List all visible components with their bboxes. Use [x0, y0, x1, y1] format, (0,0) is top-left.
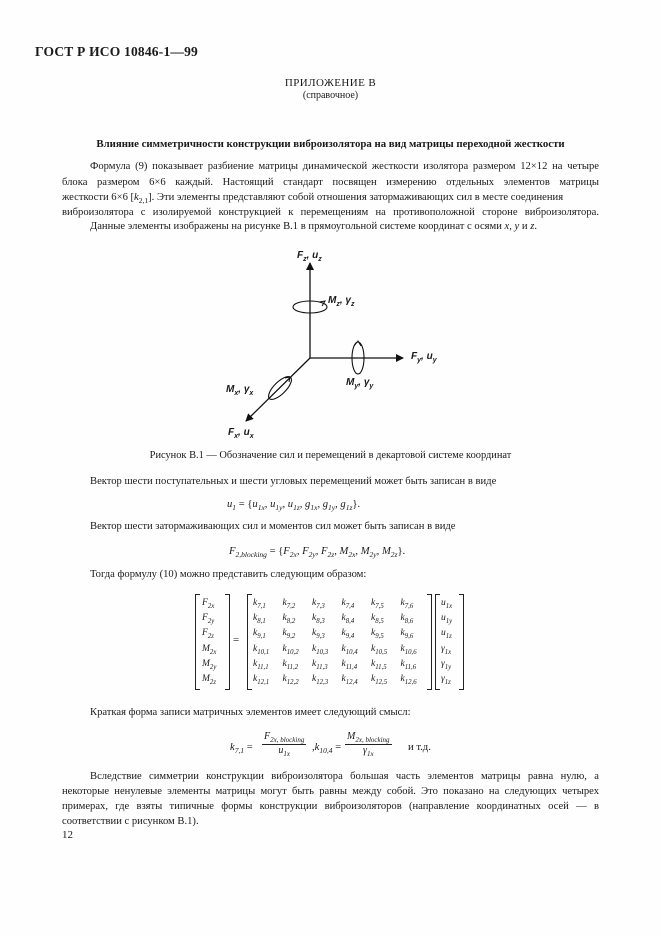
label-part: M: [346, 377, 355, 388]
eq-sub: 2z: [390, 550, 398, 560]
matrix-subscript: 8,1: [257, 618, 266, 626]
eq-sub: 2z: [327, 550, 335, 560]
matrix-subscript: 1y: [444, 663, 452, 671]
label-sub: z: [303, 256, 307, 263]
label-part: ,: [339, 295, 346, 306]
eq-sub: 1z: [293, 503, 300, 513]
matrix-cell: [312, 613, 325, 625]
matrix-symbol: k: [341, 643, 346, 654]
matrix-subscript: 9,2: [286, 633, 296, 641]
label-mz-gz: [328, 295, 354, 308]
rhs-vector-cell: [441, 644, 451, 656]
matrix-symbol: k: [312, 643, 317, 654]
eq-op: = {: [236, 499, 253, 510]
matrix-subscript: 11,4: [345, 663, 358, 671]
label-sub: x: [249, 390, 254, 397]
matrix-symbol: u: [441, 628, 446, 639]
label-my-gy: [346, 377, 373, 390]
matrix-cell: [283, 674, 299, 686]
matrix-symbol: u: [441, 613, 446, 624]
paragraph-line: Вектор шести затормаживающих сил и моментов сил может быть записан в виде: [90, 521, 456, 532]
label-part: ,: [238, 384, 244, 395]
matrix-subscript: 7,4: [345, 602, 355, 610]
lhs-bracket-right: [225, 594, 230, 690]
matrix-cell: [253, 598, 266, 610]
matrix-cell: [253, 674, 269, 686]
label-mx-gx: [226, 384, 253, 397]
matrix-subscript: 12,2: [286, 678, 299, 686]
rhs-bracket-right: [459, 594, 464, 690]
matrix-symbol: k: [400, 674, 405, 684]
matrix-subscript: 8,4: [345, 618, 355, 626]
matrix-cell: [342, 644, 358, 656]
lhs-vector-cell: [202, 644, 216, 656]
matrix-symbol: γ: [441, 674, 445, 684]
matrix-symbol: k: [341, 658, 346, 669]
matrix-subscript: 7,2: [286, 602, 296, 610]
eq-sub: 1: [232, 503, 237, 513]
eq-sub: 1x: [366, 750, 374, 758]
matrix-subscript: 12,5: [375, 678, 388, 686]
matrix-subscript: 7,5: [375, 602, 384, 610]
matrix-cell: [312, 598, 325, 610]
matrix-subscript: 12,4: [345, 678, 358, 686]
matrix-symbol: M: [202, 658, 210, 669]
matrix-cell: [342, 659, 358, 671]
eq-sub: 2y: [308, 550, 316, 560]
matrix-cell: [342, 674, 358, 686]
equals-sign: =: [233, 634, 240, 646]
fraction-k104: [345, 731, 392, 758]
eq-sub: 1y: [275, 503, 283, 513]
rhs-vector-cell: [441, 598, 452, 610]
matrix-subscript: 10,6: [404, 648, 417, 656]
matrix-symbol: γ: [441, 658, 445, 669]
eq-term: u: [252, 499, 258, 510]
matrix-subscript: 9,4: [345, 633, 355, 641]
matrix-symbol: k: [312, 598, 317, 608]
matrix-symbol: k: [371, 674, 376, 684]
matrix-subscript: 11,1: [257, 663, 269, 671]
label-part: M: [328, 295, 337, 306]
eq-sub: 1z: [345, 503, 353, 513]
matrix-subscript: 9,6: [404, 633, 414, 641]
rhs-vector-cell: [441, 674, 451, 686]
matrix-subscript: 11,5: [375, 663, 387, 671]
fraction-denominator: [345, 745, 392, 758]
matrix-subscript: 11,6: [404, 663, 417, 671]
label-sub: y: [432, 357, 437, 364]
matrix-symbol: k: [341, 628, 346, 639]
matrix-subscript: 12,3: [316, 678, 329, 686]
label-sub: x: [234, 433, 239, 440]
matrix-cell: [283, 659, 299, 671]
label-part: γ: [363, 377, 370, 388]
eq-term: k: [314, 742, 320, 753]
matrix-cell: [312, 674, 328, 686]
matrix-symbol: k: [282, 628, 287, 639]
label-part: ,: [238, 427, 244, 438]
matrix-symbol: k: [371, 643, 376, 654]
eq-sub: 2x: [348, 550, 356, 560]
lhs-vector-cell: [202, 628, 214, 640]
eq-sub: 2x, blocking: [355, 736, 390, 744]
eq-term: M: [339, 546, 349, 557]
matrix-symbol: k: [400, 658, 405, 669]
matrix-subscript: 10,3: [316, 648, 329, 656]
matrix-symbol: k: [371, 628, 376, 639]
label-part: F: [411, 351, 418, 362]
equation-k104: [312, 742, 341, 755]
matrix-symbol: k: [341, 613, 346, 624]
eq-sub: 2,blocking: [235, 550, 267, 560]
matrix-cell: [312, 659, 328, 671]
matrix-subscript: 7,3: [316, 602, 325, 610]
paragraph-line: Краткая форма записи матричных элементов имеет следующий смысл:: [90, 707, 411, 718]
eq-term: F: [229, 546, 236, 557]
matrix-subscript: 8,3: [316, 618, 325, 626]
paragraph-line: соответствии с рисунком В.1).: [62, 816, 199, 827]
matrix-subscript: 8,5: [375, 618, 384, 626]
eq-term: F: [321, 546, 328, 557]
matrix-subscript: 12,1: [257, 678, 270, 686]
matrix-cell: [401, 613, 414, 625]
matrix-symbol: k: [400, 628, 405, 639]
matrix-symbol: γ: [441, 643, 445, 654]
eq-sub: 1x: [283, 750, 290, 758]
matrix-cell: [371, 674, 387, 686]
matrix-cell: [253, 644, 269, 656]
matrix-symbol: k: [312, 613, 317, 624]
eq-op: = {: [266, 546, 284, 557]
matrix-symbol: k: [341, 674, 346, 684]
matrix-symbol: k: [253, 643, 258, 654]
matrix-subscript: 9,3: [316, 633, 325, 641]
rhs-vector-cell: [441, 613, 452, 625]
label-sub: x: [234, 390, 239, 397]
eq-term: M: [381, 546, 391, 557]
equation-tail: и т.д.: [408, 742, 431, 753]
standard-header: ГОСТ Р ИСО 10846-1—99: [35, 44, 198, 59]
matrix-cell: [371, 598, 384, 610]
matrix-cell: [253, 659, 269, 671]
matrix-subscript: 1x: [445, 602, 453, 610]
matrix-symbol: k: [400, 613, 405, 624]
equation-k71: [230, 742, 253, 755]
label-sub: y: [417, 357, 422, 364]
lhs-vector-cell: [202, 659, 216, 671]
equation-blocking-forces: $F_{2,blocking} = \{F_{2x}$, $F_{2y}$, $F_{2z}$, $M_{2x}$, $M_{2y}$, $M_{2z}$}.: [229, 546, 406, 560]
lhs-bracket-left: [195, 594, 200, 690]
paragraph-line: примерах, где взяты типичные формы конструкции виброизоляторов (направление координатных осей — в: [62, 801, 599, 812]
matrix-cell: [401, 644, 417, 656]
matrix-cell: [401, 674, 417, 686]
eq-sub: 7,1: [234, 746, 245, 756]
matrix-symbol: k: [282, 643, 287, 654]
eq-term: k: [230, 742, 235, 753]
paragraph-line: Вследствие симметрии конструкции виброизолятора большая часть элементов матрицы равна нулю, а: [90, 771, 599, 782]
paragraph-line: [90, 221, 537, 232]
matrix-symbol: k: [282, 613, 287, 624]
matrix-subscript: 10,4: [345, 648, 358, 656]
x-axis: [243, 358, 310, 421]
matrix-cell: [371, 644, 387, 656]
matrix-symbol: F: [202, 628, 208, 639]
label-fx-ux: [228, 427, 254, 440]
matrix-cell: [253, 613, 266, 625]
lhs-vector-cell: [202, 674, 216, 686]
fraction-numerator: [262, 731, 306, 745]
eq-term: γ: [363, 745, 367, 756]
text-run: .: [534, 221, 537, 232]
matrix-symbol: k: [253, 674, 258, 684]
eq-term: g: [322, 499, 329, 510]
matrix-subscript: 8,2: [286, 618, 296, 626]
matrix-cell: [312, 644, 328, 656]
matrix-subscript: 7,1: [257, 602, 266, 610]
eq-op: ,: [312, 742, 315, 753]
matrix-subscript: 1y: [445, 618, 453, 626]
label-part: γ: [345, 295, 351, 306]
eq-term: M: [360, 546, 370, 557]
matrix-subscript: 9,5: [375, 633, 384, 641]
matrix-subscript: 2y: [209, 663, 217, 671]
matrix-symbol: k: [282, 658, 287, 669]
paragraph-line: [62, 192, 599, 205]
matrix-symbol: k: [253, 598, 258, 608]
label-sub: z: [336, 301, 340, 308]
eq-term: u: [270, 499, 276, 510]
matrix-subscript: 9,1: [257, 633, 266, 641]
equation-displacements: $u_1 = \{u_{1x}$, $u_{1y}$, $u_{1z}$, $g_{1x}$, $g_{1y}$, $g_{1z}$}.: [227, 499, 361, 513]
eq-term: F: [283, 546, 290, 557]
fraction-k71: [262, 731, 306, 758]
matrix-symbol: k: [400, 643, 405, 654]
eq-term: u: [227, 499, 233, 510]
matrix-cell: [401, 628, 414, 640]
matrix-symbol: k: [341, 598, 346, 608]
eq-sub: 2y: [369, 550, 377, 560]
matrix-cell: [371, 613, 384, 625]
rhs-vector-cell: [441, 628, 452, 640]
label-part: F: [297, 250, 304, 261]
label-part: u: [243, 427, 250, 438]
matrix-cell: [371, 628, 384, 640]
eq-term: M: [347, 731, 356, 742]
label-sub: z: [350, 301, 355, 308]
matrix-symbol: k: [253, 628, 258, 639]
label-part: u: [312, 250, 319, 261]
label-fz-uz: [297, 250, 322, 263]
matrix-subscript: 2y: [207, 618, 215, 626]
text-run: Данные элементы изображены на рисунке В.1 в прямоугольной системе координат с осями: [90, 221, 505, 232]
label-sub: y: [369, 383, 374, 390]
matrix-symbol: k: [312, 658, 317, 669]
axes-xy: x, y: [504, 221, 520, 232]
matrix-symbol: k: [282, 598, 287, 608]
matrix-cell: [401, 598, 414, 610]
symbol: k: [134, 192, 139, 203]
rhs-bracket-left: [435, 594, 440, 690]
label-part: ,: [358, 377, 364, 388]
matrix-symbol: k: [253, 658, 258, 669]
text-run: ]. Эти элементы представляют собой отношения затормаживающих сил в месте соединения: [148, 192, 564, 203]
subscript: 2,1: [138, 196, 149, 206]
eq-op: =: [246, 742, 253, 753]
matrix-equation: [195, 592, 465, 692]
eq-term: g: [305, 499, 311, 510]
matrix-subscript: 11,3: [316, 663, 328, 671]
paragraph-line: Формула (9) показывает разбиение матрицы динамической жесткости изолятора размером 12×12 на четыре: [90, 161, 599, 172]
paragraph-line: виброизолятора с изолируемой конструкцией к перемещениям на противоположной стороне виброизолятора.: [62, 207, 599, 218]
matrix-subscript: 1x: [444, 648, 452, 656]
matrix-subscript: 12,6: [404, 678, 417, 686]
paragraph-line: Вектор шести поступательных и шести угловых перемещений может быть записан в виде: [90, 476, 497, 487]
matrix-symbol: M: [202, 674, 210, 684]
matrix-cell: [401, 659, 417, 671]
eq-term: F: [264, 731, 271, 742]
matrix-symbol: k: [253, 613, 258, 624]
matrix-symbol: k: [312, 674, 317, 684]
appendix-subtitle: (справочное): [302, 90, 359, 101]
text-run: и: [519, 221, 531, 232]
text-run: жесткости 6×6 [: [62, 192, 135, 203]
matrix-subscript: 7,6: [404, 602, 414, 610]
paragraph-line: блока размером 6×6 каждый. Настоящий стандарт посвящен измерению отдельных элементов матрицы: [62, 177, 599, 188]
eq-op: }.: [352, 499, 361, 510]
matrix-cell: [371, 659, 387, 671]
matrix-symbol: k: [371, 613, 376, 624]
matrix-symbol: k: [371, 598, 376, 608]
matrix-cell: [283, 613, 296, 625]
label-part: M: [226, 384, 235, 395]
matrix-cell: [342, 598, 355, 610]
matrix-subscript: 10,5: [375, 648, 388, 656]
eq-term: F: [302, 546, 309, 557]
matrix-subscript: 10,1: [257, 648, 270, 656]
eq-op: }.: [397, 546, 406, 557]
label-sub: y: [354, 383, 359, 390]
matrix-symbol: k: [282, 674, 287, 684]
matrix-cell: [342, 613, 355, 625]
matrix-cell: [342, 628, 355, 640]
fraction-denominator: [262, 745, 306, 758]
page-number: 12: [62, 829, 73, 841]
rhs-vector-cell: [441, 659, 451, 671]
label-fy-uy: [411, 351, 437, 364]
paragraph-line: Тогда формулу (10) можно представить следующим образом:: [90, 569, 367, 580]
figure-caption: Рисунок В.1 — Обозначение сил и перемещений в декартовой системе координат: [149, 450, 512, 461]
axis-z: z: [530, 221, 535, 232]
matrix-subscript: 2z: [209, 678, 216, 686]
matrix-subscript: 2x: [207, 602, 215, 610]
eq-sub: 1x: [310, 503, 318, 513]
label-part: F: [228, 427, 235, 438]
label-part: ,: [421, 351, 427, 362]
matrix-symbol: F: [202, 613, 208, 624]
label-part: u: [426, 351, 433, 362]
matrix-subscript: 10,2: [286, 648, 299, 656]
matrix-symbol: M: [202, 643, 210, 654]
matrix-cell: [253, 628, 266, 640]
matrix-subscript: 2x: [209, 648, 217, 656]
label-sub: z: [318, 256, 322, 263]
matrix-symbol: k: [400, 598, 405, 608]
appendix-title: ПРИЛОЖЕНИЕ В: [284, 77, 377, 89]
label-sub: x: [249, 433, 254, 440]
eq-sub: 10,4: [319, 746, 333, 756]
eq-op: =: [335, 742, 342, 753]
lhs-vector-cell: [202, 613, 214, 625]
matrix-subscript: 1z: [445, 633, 452, 641]
k-bracket-right: [427, 594, 432, 690]
eq-term: u: [287, 499, 294, 510]
eq-sub: 2x, blocking: [270, 736, 305, 744]
eq-term: g: [340, 499, 346, 510]
eq-sub: 2x: [289, 550, 297, 560]
eq-sub: 1y: [328, 503, 336, 513]
matrix-subscript: 11,2: [286, 663, 299, 671]
matrix-subscript: 8,6: [404, 618, 414, 626]
matrix-symbol: k: [312, 628, 317, 639]
coordinate-system-figure: [215, 245, 445, 445]
fraction-numerator: [345, 731, 392, 745]
lhs-vector-cell: [202, 598, 214, 610]
eq-term: u: [278, 745, 284, 756]
matrix-cell: [312, 628, 325, 640]
matrix-cell: [283, 628, 296, 640]
eq-sub: 1x: [257, 503, 265, 513]
k-bracket-left: [247, 594, 252, 690]
matrix-subscript: 2z: [207, 633, 214, 641]
matrix-symbol: u: [441, 598, 446, 608]
matrix-subscript: 1z: [444, 678, 451, 686]
paragraph-line: некоторые ненулевые элементы матрицы могут быть равны между собой. Это показано на следующих четырех: [62, 786, 599, 797]
matrix-cell: [283, 644, 299, 656]
matrix-symbol: k: [371, 658, 376, 669]
matrix-symbol: F: [202, 598, 208, 608]
label-part: ,: [306, 250, 313, 261]
label-part: γ: [243, 384, 250, 395]
section-title: Влияние симметричности конструкции виброизолятора на вид матрицы переходной жесткости: [96, 138, 565, 150]
matrix-cell: [283, 598, 296, 610]
